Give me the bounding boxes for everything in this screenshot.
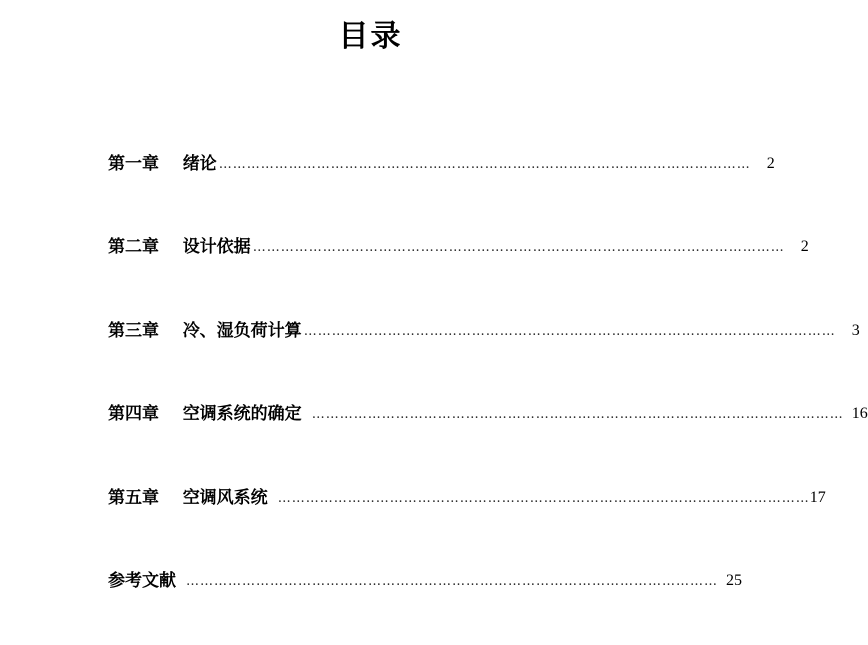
page-number: 2 — [766, 155, 775, 172]
page-number: 3 — [851, 321, 860, 339]
chapter-number: 第四章 — [108, 404, 159, 425]
dot-leader: …………………………………………………………………………………………………… — [252, 240, 785, 256]
entry-title: 参考文献 — [108, 570, 176, 591]
page-number: 16 — [851, 405, 868, 423]
entry-title: 空调系统的确定 — [182, 404, 302, 425]
toc-list — [108, 145, 868, 645]
chapter-number: 第三章 — [108, 320, 159, 341]
chapter-gap — [159, 235, 183, 259]
page-number: 25 — [726, 571, 742, 589]
dot-leader: …………………………………………………………………………………………………… — [277, 490, 810, 506]
entry-title: 设计依据 — [182, 237, 251, 258]
chapter-gap — [159, 319, 183, 343]
page-number: 2 — [800, 238, 809, 256]
dot-leader: …………………………………………………………………………………………………… — [218, 157, 751, 172]
chapter-gap — [159, 486, 183, 510]
dot-leader: …………………………………………………………………………………………………… — [311, 407, 844, 423]
page-number: 17 — [809, 488, 826, 506]
toc-entry-2[interactable] — [108, 228, 809, 266]
entry-title: 冷、湿负荷计算 — [182, 320, 302, 341]
chapter-number: 第五章 — [108, 487, 159, 508]
toc-entry-6[interactable] — [108, 562, 742, 600]
toc-title: 目录 — [338, 19, 403, 54]
entry-title: 绪论 — [182, 154, 217, 174]
dot-leader: …………………………………………………………………………………………………… — [186, 573, 718, 589]
chapter-gap — [159, 152, 183, 176]
dot-leader: …………………………………………………………………………………………………… — [303, 323, 836, 339]
toc-entry-5[interactable] — [108, 479, 826, 517]
chapter-number: 第二章 — [108, 237, 159, 258]
toc-entry-4[interactable] — [108, 395, 868, 433]
entry-title: 空调风系统 — [182, 487, 268, 508]
chapter-gap — [159, 402, 183, 426]
toc-entry-1[interactable] — [108, 145, 775, 183]
chapter-number: 第一章 — [108, 154, 159, 174]
toc-entry-3[interactable] — [108, 312, 860, 350]
